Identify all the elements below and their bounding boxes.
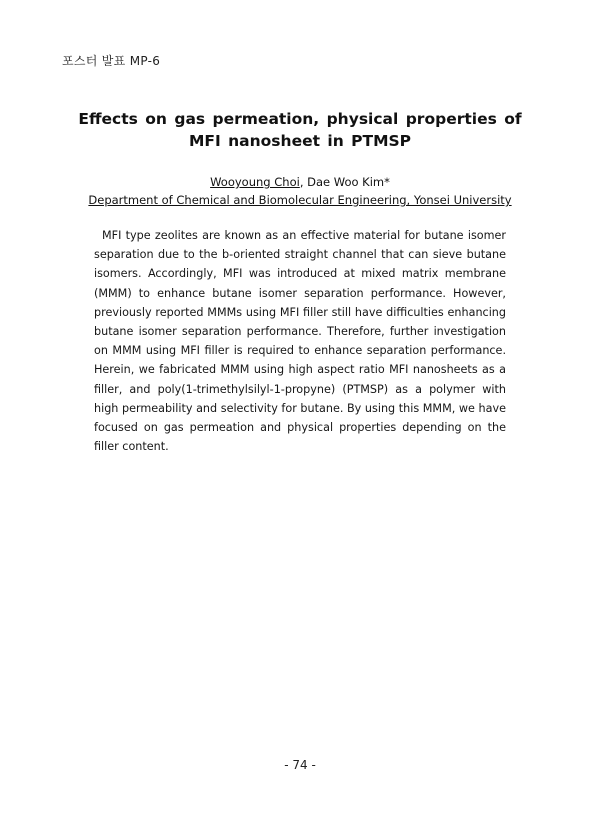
presenting-author: Wooyoung Choi: [210, 175, 300, 189]
session-label: 포스터 발표 MP-6: [62, 54, 161, 68]
title-line-2: MFI nanosheet in PTMSP: [188, 132, 412, 150]
affiliation: Department of Chemical and Biomolecular Engineering, Yonsei University: [88, 193, 512, 207]
page-number: - 74 -: [284, 758, 316, 772]
author-list: [60, 174, 540, 191]
paper-title: [60, 108, 540, 152]
abstract-body: MFI type zeolites are known as an effective material for butane isomer separation due to the b-oriented straight channel that can sieve butane isomers. Accordingly, MFI was introduced at mixed matrix membrane (MMM) to enhance butane isomer separation performance. However, previously reported MMMs using MFI filler still have difficulties enhancing butane isomer separation performance. Therefore, further investigation on MMM using MFI filler is required to enhance separation performance. Herein, we fabricated MMM using high aspect ratio MFI nanosheets as a filler, and poly(1-trimethylsilyl-1-propyne) (PTMSP) as a polymer with high permeability and selectivity for butane. By using this MMM, we have focused on gas permeation and physical properties depending on the filler content.: [94, 229, 506, 454]
co-authors: , Dae Woo Kim*: [299, 175, 390, 189]
title-line-1: Effects on gas permeation, physical properties of: [78, 110, 522, 128]
